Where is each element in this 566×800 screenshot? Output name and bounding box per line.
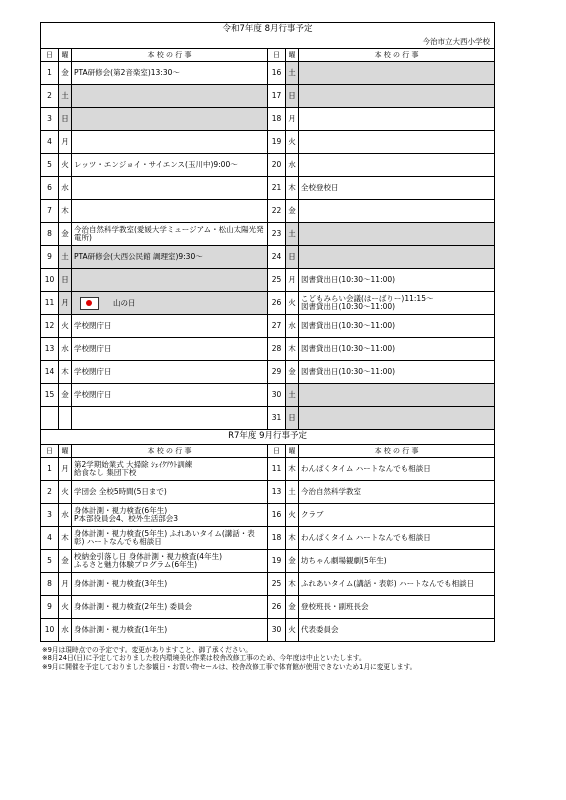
day-number: 29 (268, 361, 286, 384)
day-of-week: 木 (286, 338, 299, 361)
event-cell (72, 292, 268, 315)
day-of-week: 土 (286, 62, 299, 85)
event-cell: 身体計測・視力検査(1年生) (72, 619, 268, 642)
note-line: ※9月に開催を予定しておりました参観日・お買い物セールは、校舎改修工事で体育館が使用できないため1月に変更します。 (42, 662, 417, 671)
japan-flag-icon (80, 297, 99, 310)
day-of-week: 月 (59, 573, 72, 596)
day-number: 4 (41, 131, 59, 154)
event-cell: クラブ (299, 504, 495, 527)
day-of-week: 月 (59, 458, 72, 481)
day-number: 27 (268, 315, 286, 338)
day-of-week: 木 (286, 527, 299, 550)
day-number: 15 (41, 384, 59, 407)
header-event: 本 校 の 行 事 (72, 49, 268, 62)
event-cell: PTA研修会(大西公民館 調理室)9:30～ (72, 246, 268, 269)
event-cell (299, 200, 495, 223)
day-of-week: 火 (286, 292, 299, 315)
august-row (41, 338, 495, 361)
day-number: 24 (268, 246, 286, 269)
august-title: 令和7年度 8月行事予定 (41, 23, 495, 38)
event-cell: 身体計測・視力検査(3年生) (72, 573, 268, 596)
september-title: R7年度 9月行事予定 (41, 430, 495, 445)
day-of-week: 金 (286, 550, 299, 573)
day-number: 1 (41, 458, 59, 481)
august-row (41, 177, 495, 200)
august-row (41, 246, 495, 269)
day-number: 30 (268, 619, 286, 642)
event-cell: わんぱくタイム ハートなんでも相談日 (299, 458, 495, 481)
day-of-week: 水 (59, 619, 72, 642)
event-cell: 代表委員会 (299, 619, 495, 642)
event-text: 山の日 (113, 298, 136, 307)
september-row (41, 504, 495, 527)
event-cell: レッツ・エンジョイ・サイエンス(玉川中)9:00～ (72, 154, 268, 177)
day-number: 5 (41, 550, 59, 573)
september-row (41, 573, 495, 596)
day-number: 18 (268, 527, 286, 550)
event-cell (72, 269, 268, 292)
day-number: 13 (41, 338, 59, 361)
august-row (41, 315, 495, 338)
event-cell (72, 108, 268, 131)
event-cell: 学団会 全校5時間(5日まで) (72, 481, 268, 504)
day-number: 19 (268, 550, 286, 573)
event-cell: 第2学期始業式 大掃除 ｼｪｲｸｱｳﾄ訓練 給食なし 集団下校 (72, 458, 268, 481)
event-cell: 今治自然科学教室(愛媛大学ミュージアム・松山太陽光発電所) (72, 223, 268, 246)
event-cell (72, 200, 268, 223)
event-cell: 学校閉庁日 (72, 384, 268, 407)
day-of-week: 火 (59, 315, 72, 338)
day-number: 21 (268, 177, 286, 200)
august-row (41, 407, 495, 430)
day-number: 11 (268, 458, 286, 481)
day-number: 6 (41, 177, 59, 200)
event-cell: 学校閉庁日 (72, 315, 268, 338)
day-number: 1 (41, 62, 59, 85)
header-dow: 曜 (59, 445, 72, 458)
day-number: 11 (41, 292, 59, 315)
event-cell: 全校登校日 (299, 177, 495, 200)
september-row (41, 619, 495, 642)
day-of-week: 月 (286, 269, 299, 292)
event-cell: 身体計測・視力検査(5年生) ふれあいタイム(講話・表彰) ハートなんでも相談日 (72, 527, 268, 550)
event-cell (299, 407, 495, 430)
event-cell (72, 407, 268, 430)
event-cell (72, 131, 268, 154)
header-dow: 曜 (286, 49, 299, 62)
day-of-week: 木 (59, 200, 72, 223)
august-row (41, 223, 495, 246)
day-of-week: 月 (59, 131, 72, 154)
day-of-week: 火 (59, 481, 72, 504)
day-number: 2 (41, 85, 59, 108)
day-of-week: 金 (286, 200, 299, 223)
header-event: 本 校 の 行 事 (299, 49, 495, 62)
header-dow: 曜 (286, 445, 299, 458)
september-row (41, 596, 495, 619)
day-of-week: 水 (59, 177, 72, 200)
day-number: 22 (268, 200, 286, 223)
header-day: 日 (268, 445, 286, 458)
event-cell (299, 154, 495, 177)
day-of-week: 土 (286, 223, 299, 246)
day-of-week: 月 (286, 108, 299, 131)
event-cell (72, 177, 268, 200)
august-table (40, 22, 495, 642)
event-cell: 図書貸出日(10:30～11:00) (299, 315, 495, 338)
day-number (41, 407, 59, 430)
day-number: 5 (41, 154, 59, 177)
event-cell (299, 62, 495, 85)
event-cell: 図書貸出日(10:30～11:00) (299, 361, 495, 384)
day-number: 2 (41, 481, 59, 504)
day-number: 9 (41, 246, 59, 269)
day-of-week (59, 407, 72, 430)
day-number: 9 (41, 596, 59, 619)
august-row (41, 200, 495, 223)
day-of-week: 日 (59, 108, 72, 131)
event-cell: 今治自然科学教室 (299, 481, 495, 504)
day-of-week: 水 (286, 154, 299, 177)
event-cell (299, 384, 495, 407)
event-cell: 身体計測・視力検査(6年生) P本部役員会4、校外生活部会3 (72, 504, 268, 527)
day-of-week: 土 (59, 246, 72, 269)
header-day: 日 (41, 445, 59, 458)
day-of-week: 月 (59, 292, 72, 315)
day-number: 3 (41, 504, 59, 527)
day-of-week: 火 (59, 154, 72, 177)
day-of-week: 火 (286, 131, 299, 154)
august-row (41, 269, 495, 292)
event-cell: 身体計測・視力検査(2年生) 委員会 (72, 596, 268, 619)
header-event: 本 校 の 行 事 (72, 445, 268, 458)
notes (40, 646, 494, 671)
day-number: 7 (41, 200, 59, 223)
note-line: ※8月24日(日)に予定しておりました校内環境美化作業は校舎改修工事のため、今年度は中止といたします。 (42, 654, 366, 663)
header-event: 本 校 の 行 事 (299, 445, 495, 458)
day-of-week: 日 (286, 85, 299, 108)
event-cell (299, 246, 495, 269)
event-cell: 図書貸出日(10:30～11:00) (299, 269, 495, 292)
day-number: 10 (41, 269, 59, 292)
august-row (41, 108, 495, 131)
day-of-week: 木 (286, 458, 299, 481)
day-of-week: 火 (286, 619, 299, 642)
event-cell: 学校閉庁日 (72, 338, 268, 361)
day-number: 28 (268, 338, 286, 361)
event-cell (299, 131, 495, 154)
event-cell: 校納金引落し日 身体計測・視力検査(4年生) ふるさと魅力体験プログラム(6年生) (72, 550, 268, 573)
event-cell: 登校班長・副班長会 (299, 596, 495, 619)
day-of-week: 金 (286, 361, 299, 384)
day-number: 12 (41, 315, 59, 338)
day-of-week: 土 (59, 85, 72, 108)
day-of-week: 水 (59, 338, 72, 361)
day-of-week: 日 (286, 407, 299, 430)
event-cell: わんぱくタイム ハートなんでも相談日 (299, 527, 495, 550)
august-row (41, 131, 495, 154)
day-number: 25 (268, 573, 286, 596)
day-number: 3 (41, 108, 59, 131)
header-dow: 曜 (59, 49, 72, 62)
school-name: 今治市立大西小学校 (41, 37, 495, 49)
day-number: 8 (41, 223, 59, 246)
event-cell (299, 85, 495, 108)
event-cell: 坊ちゃん劇場観劇(5年生) (299, 550, 495, 573)
day-of-week: 火 (59, 596, 72, 619)
day-number: 10 (41, 619, 59, 642)
august-row (41, 85, 495, 108)
event-cell: 学校閉庁日 (72, 361, 268, 384)
day-number: 30 (268, 384, 286, 407)
schedule-sheet (40, 22, 494, 671)
day-of-week: 日 (286, 246, 299, 269)
event-cell: 図書貸出日(10:30～11:00) (299, 338, 495, 361)
day-number: 19 (268, 131, 286, 154)
day-of-week: 水 (59, 504, 72, 527)
day-number: 23 (268, 223, 286, 246)
september-row (41, 550, 495, 573)
day-of-week: 日 (59, 269, 72, 292)
day-of-week: 水 (286, 315, 299, 338)
day-number: 18 (268, 108, 286, 131)
day-of-week: 木 (59, 361, 72, 384)
august-row (41, 62, 495, 85)
day-number: 16 (268, 504, 286, 527)
august-row (41, 154, 495, 177)
event-cell: PTA研修会(第2音楽室)13:30～ (72, 62, 268, 85)
event-cell (299, 223, 495, 246)
day-of-week: 金 (59, 62, 72, 85)
september-row (41, 481, 495, 504)
header-day: 日 (268, 49, 286, 62)
day-number: 4 (41, 527, 59, 550)
day-number: 26 (268, 596, 286, 619)
day-of-week: 木 (286, 573, 299, 596)
day-of-week: 木 (286, 177, 299, 200)
august-row (41, 292, 495, 315)
august-row (41, 361, 495, 384)
day-number: 20 (268, 154, 286, 177)
day-of-week: 金 (59, 384, 72, 407)
day-number: 17 (268, 85, 286, 108)
day-number: 25 (268, 269, 286, 292)
event-cell (72, 85, 268, 108)
day-of-week: 土 (286, 384, 299, 407)
day-number: 8 (41, 573, 59, 596)
day-of-week: 土 (286, 481, 299, 504)
day-number: 14 (41, 361, 59, 384)
note-line: ※9月は現時点での予定です。変更がありますこと、御了承ください。 (42, 646, 252, 654)
event-cell: ふれあいタイム(講話・表彰) ハートなんでも相談日 (299, 573, 495, 596)
day-of-week: 金 (286, 596, 299, 619)
august-row (41, 384, 495, 407)
day-number: 26 (268, 292, 286, 315)
event-cell (299, 108, 495, 131)
day-number: 16 (268, 62, 286, 85)
september-row (41, 527, 495, 550)
september-row (41, 458, 495, 481)
day-number: 31 (268, 407, 286, 430)
day-of-week: 火 (286, 504, 299, 527)
day-of-week: 金 (59, 550, 72, 573)
header-day: 日 (41, 49, 59, 62)
day-of-week: 木 (59, 527, 72, 550)
day-number: 13 (268, 481, 286, 504)
day-of-week: 金 (59, 223, 72, 246)
event-cell: こどもみらい会議(はーばりー)11:15～ 図書貸出日(10:30～11:00) (299, 292, 495, 315)
